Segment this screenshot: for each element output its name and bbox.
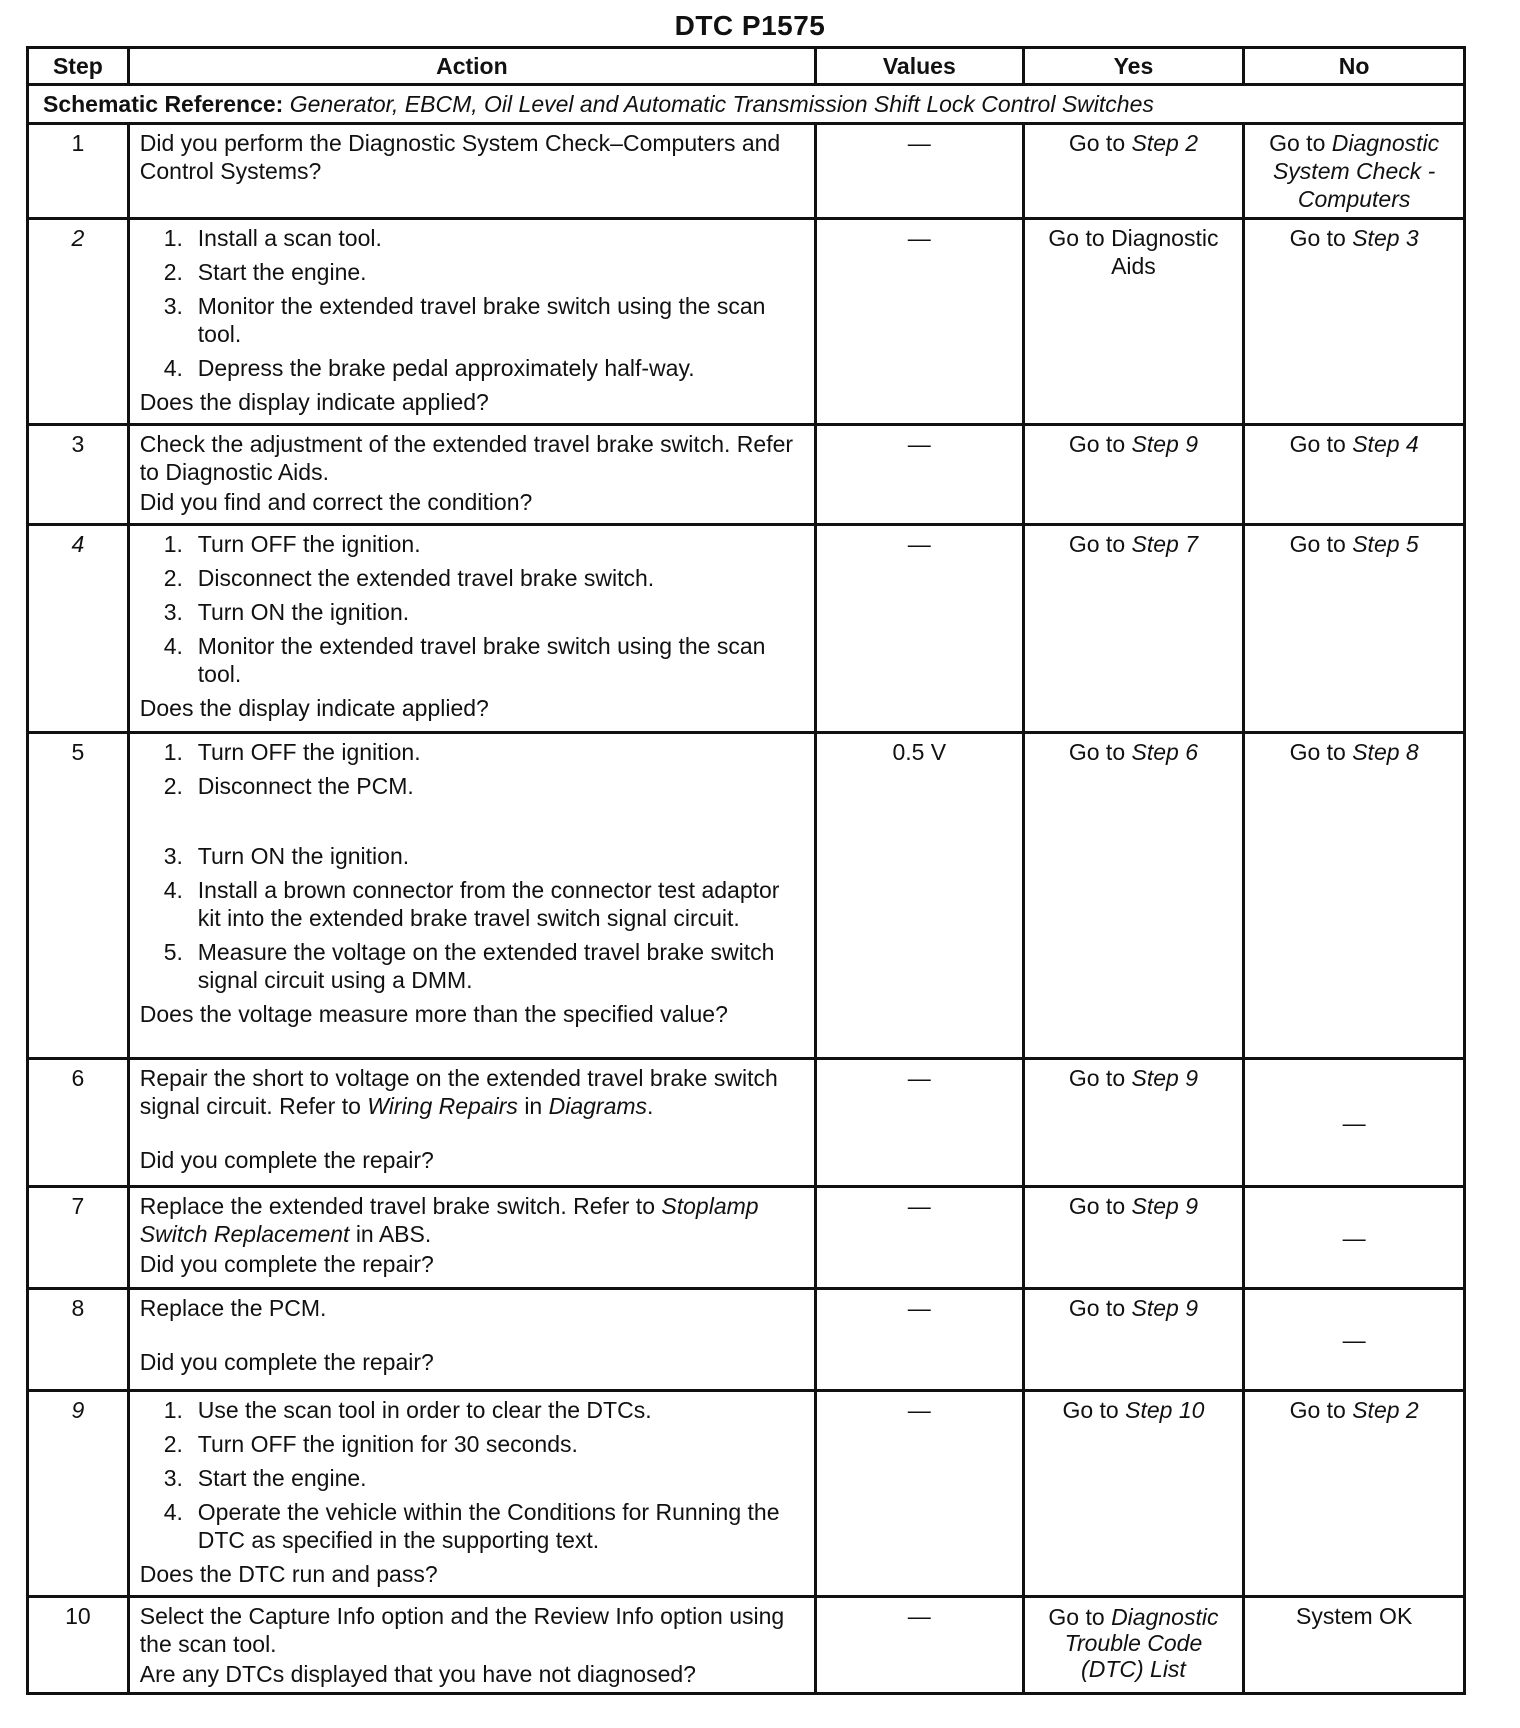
yes-cell: Go to Step 9: [1023, 425, 1244, 525]
no-cell: Go to Step 8: [1244, 733, 1465, 1059]
schematic-reference: [28, 85, 1465, 124]
step-number: 9: [28, 1391, 129, 1597]
header-step: Step: [28, 48, 129, 85]
list-item: 4. Install a brown connector from the connector test adaptor kit into the extended brake travel switch signal circuit.: [163, 877, 780, 931]
header-values: Values: [816, 48, 1024, 85]
no-cell: Go to Step 4: [1244, 425, 1465, 525]
no-cell: [1244, 219, 1465, 425]
action-cell: [128, 1391, 815, 1597]
list-item: 3. Turn ON the ignition.: [163, 599, 410, 625]
action-cell: [128, 525, 815, 733]
action-cell: [128, 1187, 815, 1289]
dtc-table: [26, 46, 1466, 1695]
header-row: [28, 48, 1465, 85]
list-item: 1. Install a scan tool.: [163, 225, 382, 251]
values-cell: —: [816, 525, 1024, 733]
no-cell: —: [1244, 1187, 1465, 1289]
list-item: 2. Disconnect the extended travel brake switch.: [163, 565, 655, 591]
action-question: Does the voltage measure more than the specified value?: [139, 1001, 728, 1027]
schematic-row: [28, 85, 1465, 124]
list-item: 1. Turn OFF the ignition.: [163, 531, 421, 557]
no-cell: —: [1244, 1289, 1465, 1391]
action-cell: [128, 1597, 815, 1694]
page-title: DTC P1575: [674, 10, 826, 41]
no-cell: [1244, 124, 1465, 219]
action-list: [140, 738, 804, 994]
list-item: 2. Disconnect the PCM.: [163, 773, 414, 799]
yes-cell: Go to Diagnostic Trouble Code (DTC) List: [1023, 1597, 1244, 1694]
schematic-text: Generator, EBCM, Oil Level and Automatic Transmission Shift Lock Control Switches: [289, 91, 1154, 117]
no-ref: Step 3: [1352, 225, 1419, 251]
list-item: 3. Start the engine.: [163, 1465, 367, 1491]
schematic-label: Schematic Reference:: [43, 91, 284, 117]
table-row: [28, 1597, 1465, 1694]
action-text: Check the adjustment of the extended travel brake switch. Refer to Diagnostic Aids.: [139, 431, 794, 485]
yes-cell: Go to Diagnostic Aids: [1023, 219, 1244, 425]
table-row: [28, 1391, 1465, 1597]
list-item: 5. Measure the voltage on the extended travel brake switch signal circuit using a DMM.: [163, 939, 775, 993]
step-number: 4: [28, 525, 129, 733]
step-number: 5: [28, 733, 129, 1059]
yes-ref: Step 2: [1131, 130, 1199, 156]
action-cell: [128, 1289, 815, 1391]
values-cell: —: [816, 1289, 1024, 1391]
yes-cell: Go to Step 7: [1023, 525, 1244, 733]
spacer: [140, 1120, 804, 1144]
action-cell: [128, 1059, 815, 1187]
action-cell: [128, 124, 815, 219]
list-item: 2. Start the engine.: [163, 259, 367, 285]
list-spacer: [164, 806, 804, 836]
header-no: No: [1244, 48, 1465, 85]
table-row: [28, 1059, 1465, 1187]
spacer: [140, 1322, 804, 1346]
table-row: [28, 525, 1465, 733]
values-cell: —: [816, 1597, 1024, 1694]
action-text: Select the Capture Info option and the Review Info option using the scan tool.: [139, 1603, 785, 1657]
action-question: Did you complete the repair?: [139, 1147, 434, 1173]
values-cell: 0.5 V: [816, 733, 1024, 1059]
step-number: 7: [28, 1187, 129, 1289]
table-row: [28, 124, 1465, 219]
yes-cell: Go to Step 9: [1023, 1289, 1244, 1391]
list-item: 4. Depress the brake pedal approximately half-way.: [163, 355, 695, 381]
values-cell: —: [816, 219, 1024, 425]
yes-cell: Go to Step 10: [1023, 1391, 1244, 1597]
list-item: 3. Monitor the extended travel brake switch using the scan tool.: [163, 293, 766, 347]
action-question: Did you complete the repair?: [139, 1349, 434, 1375]
no-cell: —: [1244, 1059, 1465, 1187]
action-cell: [128, 219, 815, 425]
header-action: Action: [128, 48, 815, 85]
table-row: [28, 1187, 1465, 1289]
yes-cell: [1023, 124, 1244, 219]
no-prefix: Go to: [1289, 225, 1346, 251]
step-number: 3: [28, 425, 129, 525]
values-cell: —: [816, 1059, 1024, 1187]
list-item: 4. Operate the vehicle within the Conditions for Running the DTC as specified in the supporting text.: [163, 1499, 780, 1553]
action-question: Are any DTCs displayed that you have not diagnosed?: [139, 1661, 696, 1687]
action-question: Does the DTC run and pass?: [139, 1561, 438, 1587]
action-question: Does the display indicate applied?: [139, 695, 489, 721]
step-number: 8: [28, 1289, 129, 1391]
values-cell: —: [816, 425, 1024, 525]
list-item: 3. Turn ON the ignition.: [163, 843, 410, 869]
yes-cell: Go to Step 9: [1023, 1059, 1244, 1187]
values-cell: —: [816, 124, 1024, 219]
action-question: Did you complete the repair?: [139, 1251, 434, 1277]
list-item: 4. Monitor the extended travel brake switch using the scan tool.: [163, 633, 766, 687]
values-cell: —: [816, 1187, 1024, 1289]
action-list: [140, 1396, 804, 1554]
no-cell: System OK: [1244, 1597, 1465, 1694]
action-cell: [128, 733, 815, 1059]
table-row: [28, 425, 1465, 525]
step-number: 1: [28, 124, 129, 219]
yes-prefix: Go to: [1068, 130, 1126, 156]
list-item: 2. Turn OFF the ignition for 30 seconds.: [163, 1431, 578, 1457]
action-text: Replace the extended travel brake switch. Refer to Stoplamp Switch Replacement in ABS.: [139, 1193, 759, 1247]
no-prefix: Go to: [1269, 130, 1326, 156]
action-text: Did you perform the Diagnostic System Check–Computers and Control Systems?: [139, 130, 781, 184]
list-item: 1. Use the scan tool in order to clear the DTCs.: [163, 1397, 652, 1423]
values-cell: —: [816, 1391, 1024, 1597]
no-cell: Go to Step 2: [1244, 1391, 1465, 1597]
table-row: [28, 1289, 1465, 1391]
action-cell: [128, 425, 815, 525]
action-question: Did you find and correct the condition?: [139, 489, 533, 515]
yes-cell: Go to Step 6: [1023, 733, 1244, 1059]
header-yes: Yes: [1023, 48, 1244, 85]
action-list: [140, 530, 804, 688]
yes-cell: Go to Step 9: [1023, 1187, 1244, 1289]
no-ref: Diagnostic System Check - Computers: [1272, 130, 1440, 212]
action-list: [140, 224, 804, 382]
step-number: 6: [28, 1059, 129, 1187]
action-text: Repair the short to voltage on the extended travel brake switch signal circuit. Refer to Wiring Repairs in Diagrams.: [139, 1065, 778, 1119]
list-item: 1. Turn OFF the ignition.: [163, 739, 421, 765]
action-question: Does the display indicate applied?: [139, 389, 489, 415]
action-text: Replace the PCM.: [139, 1295, 327, 1321]
table-row: [28, 219, 1465, 425]
step-number: 10: [28, 1597, 129, 1694]
table-row: [28, 733, 1465, 1059]
no-cell: Go to Step 5: [1244, 525, 1465, 733]
step-number: 2: [28, 219, 129, 425]
